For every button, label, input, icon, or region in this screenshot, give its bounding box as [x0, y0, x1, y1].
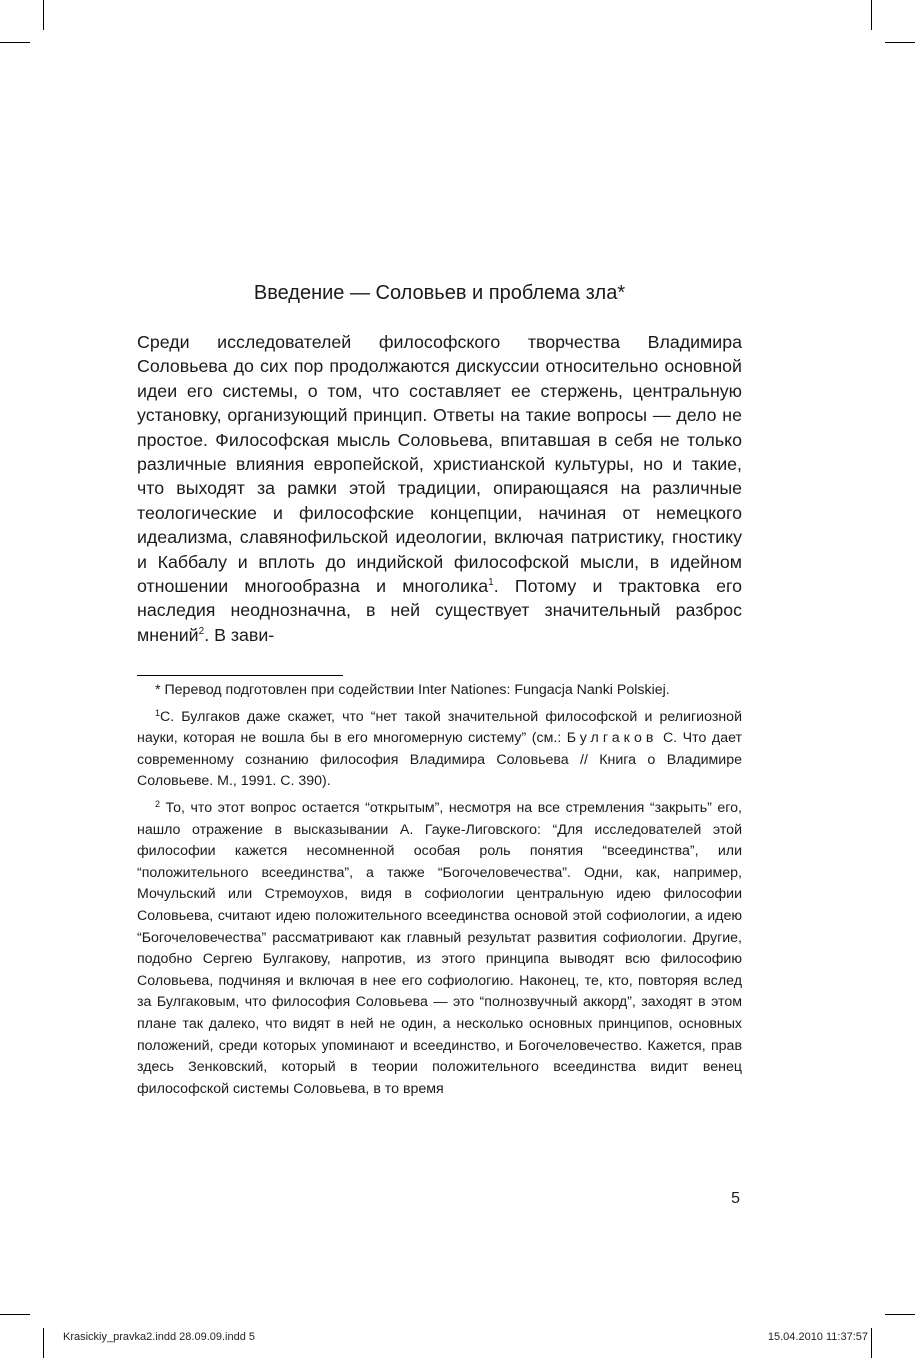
crop-mark-bottom-left	[43, 1328, 44, 1358]
slug-timestamp: 15.04.2010 11:37:57	[767, 1331, 868, 1343]
crop-mark-bottom-right-h	[885, 1314, 915, 1315]
footnote-1	[137, 707, 742, 793]
body-paragraph	[137, 330, 742, 647]
footnote-star: * Перевод подготовлен при содействии Inter Nationes: Fungacja Nanki Polskiej.	[155, 682, 670, 698]
footnote-2	[137, 798, 742, 1100]
footnote-ref-2: 2	[198, 625, 205, 637]
crop-mark-top-left	[43, 0, 44, 30]
footnote-ref-1: 1	[488, 577, 494, 589]
page-number: 5	[731, 1190, 740, 1207]
footnote-1-text-a: С. Булгаков даже скажет, что “нет такой значительной философской и религиозной науки, которая не вошла бы в его многомерную систему” (см.:	[137, 708, 742, 747]
body-text-end: . В зави-	[204, 624, 275, 645]
crop-mark-bottom-left-h	[0, 1314, 30, 1315]
crop-mark-bottom-right	[871, 1328, 872, 1358]
footnote-1-author: Булгаков	[566, 730, 658, 747]
body-text-main: Среди исследователей философского творчества Владимира Соловьева до сих пор продолжаются дискуссии относительно основной идеи его системы, о том, что составляет ее стержень, центральную установку, организующий принцип. Ответы на такие вопросы — дело не простое. Философская мысль Соловьева, впитавшая в себя не только различные влияния европейской, христианской культуры, но и такие, что выходят за рамки этой традиции, опирающаяся на различные теологические и философские концепции, начиная от немецкого идеализма, славянофильской идеологии, включая патристику, гностику и Каббалу и вплоть до индийской философской мысли, в идейном отношении многообразна и многолика	[137, 332, 742, 597]
body-text-mid: . Потому и трактовка его наследия неоднозначна, в ней существует значительный разброс мнений	[137, 576, 742, 645]
footnote-divider	[137, 675, 343, 676]
crop-mark-top-right-h	[885, 42, 915, 43]
footnotes	[137, 680, 742, 1105]
footnote-2-mark: 2	[155, 798, 161, 809]
chapter-title: Введение — Соловьев и проблема зла*	[253, 282, 626, 304]
crop-mark-top-right	[871, 0, 872, 30]
slug-filename: Krasickiy_pravka2.indd 28.09.09.indd 5	[63, 1331, 256, 1343]
footnote-1-mark: 1	[155, 707, 161, 718]
footnote-1-text-b: С. Что дает современному сознанию философия Владимира Соловьева // Книга о Владимире Соловьеве. М., 1991. С. 390).	[137, 730, 742, 790]
footnote-2-text: То, что этот вопрос остается “открытым”, несмотря на все стремления “закрыть” его, нашло отражение в высказывании А. Гауке-Лиговского: “Для исследователей этой философии кажется несомненной особая роль понятия “всеединства”, или “положительного всеединства”, а также “Богочеловечества”. Одни, как, например, Мочульский или Стремоухов, видя в софиологии центральную идею философии Соловьева, считают идею положительного всеединства основой этой софиологии, а идею “Богочеловечества” рассматривают как главный результат развития софиологии. Другие, подобно Сергею Булгакову, напротив, из этого принципа выводят всю философию Соловьева, подчиняя и включая в нее его софиологию. Наконец, те, кто, повторяя вслед за Булгаковым, что философия Соловьева — это “полнозвучный аккорд”, заходят в этом плане так далеко, что видят в ней не один, а несколько основных принципов, основных положений, среди которых упоминают и всеединство, и Богочеловечество. Кажется, прав здесь Зенковский, который в теории положительного всеединства видит венец философской системы Соловьева, в то время	[137, 799, 742, 1097]
crop-mark-top-left-h	[0, 42, 30, 43]
